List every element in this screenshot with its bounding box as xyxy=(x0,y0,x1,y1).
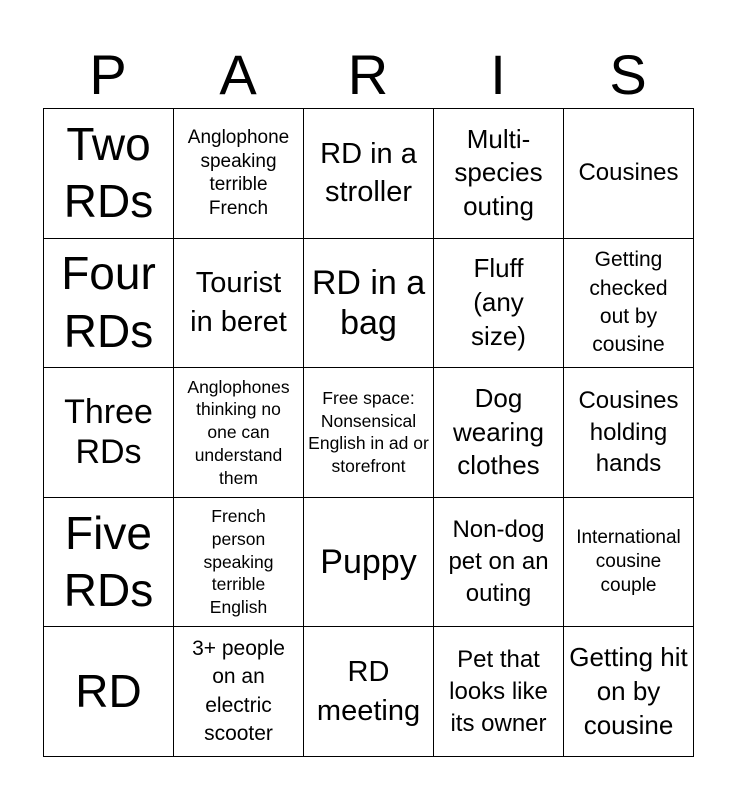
bingo-cell[interactable]: Two RDs xyxy=(44,109,174,239)
bingo-cell[interactable]: Tourist in beret xyxy=(174,239,304,369)
bingo-cell[interactable]: Getting checked out by cousine xyxy=(564,239,694,369)
bingo-cell[interactable]: Cousines holding hands xyxy=(564,368,694,498)
bingo-cell[interactable]: Cousines xyxy=(564,109,694,239)
bingo-cell[interactable]: Getting hit on by cousine xyxy=(564,627,694,757)
bingo-cell[interactable]: International cousine couple xyxy=(564,498,694,628)
title-letter-r: R xyxy=(347,43,389,106)
bingo-cell[interactable]: French person speaking terrible English xyxy=(174,498,304,628)
bingo-cell[interactable]: Three RDs xyxy=(44,368,174,498)
bingo-cell[interactable]: 3+ people on an electric scooter xyxy=(174,627,304,757)
title-letter-s: S xyxy=(609,43,647,106)
bingo-cell[interactable]: Anglophones thinking no one can understand them xyxy=(174,368,304,498)
bingo-cell[interactable]: Four RDs xyxy=(44,239,174,369)
bingo-cell[interactable]: RD in a stroller xyxy=(304,109,434,239)
title-letter-p: P xyxy=(89,43,127,106)
bingo-cell[interactable]: Puppy xyxy=(304,498,434,628)
bingo-cell[interactable]: Anglophone speaking terrible French xyxy=(174,109,304,239)
bingo-cell[interactable]: RD xyxy=(44,627,174,757)
bingo-cell[interactable]: Multi-species outing xyxy=(434,109,564,239)
bingo-card xyxy=(43,108,694,757)
bingo-cell[interactable]: RD meeting xyxy=(304,627,434,757)
free-space-cell[interactable]: Free space: Nonsensical English in ad or storefront xyxy=(304,368,434,498)
bingo-cell[interactable]: RD in a bag xyxy=(304,239,434,369)
bingo-cell[interactable]: Five RDs xyxy=(44,498,174,628)
bingo-title xyxy=(43,42,693,108)
title-letter-a: A xyxy=(219,43,257,106)
bingo-cell[interactable]: Non-dog pet on an outing xyxy=(434,498,564,628)
bingo-cell[interactable]: Dog wearing clothes xyxy=(434,368,564,498)
bingo-cell[interactable]: Pet that looks like its owner xyxy=(434,627,564,757)
title-letter-i: I xyxy=(490,43,506,106)
bingo-cell[interactable]: Fluff (any size) xyxy=(434,239,564,369)
